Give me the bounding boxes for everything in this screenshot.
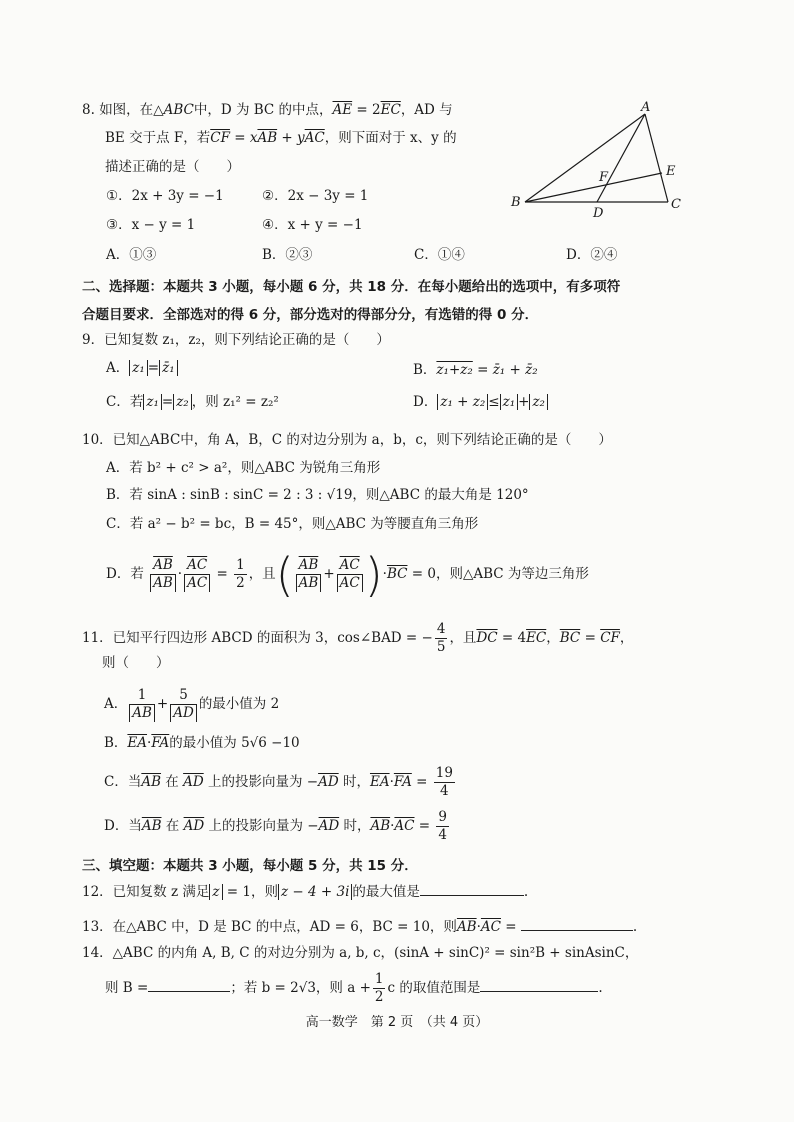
- frac-num: 19: [435, 765, 453, 781]
- answer-blank-q13[interactable]: [521, 916, 633, 931]
- abs-z1: z₁: [143, 394, 162, 410]
- conj-sum: z₁+z₂: [436, 362, 473, 378]
- fraction-9-4: [436, 809, 449, 844]
- q14-line1: 14．△ABC 的内角 A, B, C 的对边分别为 a, b, c，(sinA + sinC)² = sin²B + sinAsinC，: [82, 945, 639, 961]
- frac-num: 9: [438, 809, 448, 825]
- unit-vector-ac: [184, 557, 210, 592]
- vector-ab: $\overline{AB}$: [141, 818, 162, 834]
- q11-option-a: A． $\frac{1}{AB}$ + $\frac{5}{AD}$ 的最小值为 2: [104, 687, 280, 721]
- q12-text: = 1，则: [222, 884, 278, 900]
- q10-option-c: C．若 a² − b² = bc，B = 45°，则△ABC 为等腰直角三角形: [106, 516, 479, 532]
- frac-num: 5: [170, 687, 197, 705]
- abs-expr: z − 4 + 3i: [278, 884, 352, 900]
- q11-a-text: 的最小值为 2: [198, 696, 280, 712]
- q10-option-d: D．若 $\frac{\overline{AB}}{AB}$ · $\frac{\overline{AC}}{AC}$ = $\frac{1}{2}$ ，且( $\frac{\overline{AB}}{AB}$ + $\frac{\overline{AC}}{AC}$ )$\cdot\overline{BC} = 0$，则△ABC 为等边三角形: [106, 547, 589, 602]
- vector-ac: $\overline{AC}$: [480, 919, 501, 935]
- vector-fa: $\overline{FA}$: [393, 774, 412, 790]
- q8-choice-a: A．①③: [106, 247, 157, 263]
- period: .: [598, 980, 603, 996]
- dot: ·: [476, 919, 481, 935]
- q8-text: △ABC: [153, 102, 194, 118]
- frac-num: 4: [436, 621, 446, 637]
- q11-text: ，且: [449, 630, 477, 646]
- frac-den: AB: [129, 705, 155, 722]
- option-label: A．: [104, 696, 128, 712]
- option-label: D．若: [106, 566, 144, 582]
- frac-num: $\overline{AB}$: [150, 557, 176, 575]
- q9-b-rhs: = z̄₁ + z̄₂: [472, 362, 538, 378]
- vector-ad: $\overline{AD}$: [183, 774, 204, 790]
- frac-den: AD: [170, 705, 197, 722]
- q11-text: 上的投影向量为 −: [203, 774, 319, 790]
- option-label: C．若: [106, 394, 144, 410]
- section-2-heading-cont: 合题目要求．全部选对的得 6 分，部分选对的得部分分，有选错的得 0 分．: [82, 307, 539, 323]
- q13-text: =: [501, 919, 521, 935]
- vector-ad: $\overline{AD}$: [183, 818, 205, 834]
- q8-choice-c: C．①④: [414, 247, 465, 263]
- abs-z1: z₁: [500, 394, 519, 410]
- q8-number: 8.: [82, 102, 95, 118]
- label-f: F: [599, 170, 609, 185]
- abs-z2: z₂: [173, 394, 192, 410]
- vector-ea: $\overline{EA}$: [369, 774, 390, 790]
- q8-text: = x: [229, 130, 258, 146]
- q10-option-a: A．若 b² + c² > a²，则△ABC 为锐角三角形: [106, 460, 381, 476]
- q9-option-d: [413, 392, 548, 412]
- q11-b-text: 的最小值为 5√6 −10: [169, 735, 300, 751]
- period: .: [523, 884, 529, 900]
- eq: =: [147, 360, 160, 376]
- abs-z2: z₂: [529, 394, 548, 410]
- q13: [82, 916, 637, 937]
- vector-ae: $\overline{AE}$: [332, 102, 353, 118]
- q8-text: 中，D 为 BC 的中点，: [193, 102, 333, 118]
- frac-den: 4: [438, 827, 448, 843]
- vector-ad: $\overline{AD}$: [318, 774, 339, 790]
- q11-text: = 4: [497, 630, 527, 646]
- q11-text: 在: [161, 774, 184, 790]
- q8-line1: [82, 100, 453, 120]
- section-2-heading: 二、选择题：本题共 3 小题，每小题 6 分，共 18 分．在每小题给出的选项中，有多项符: [82, 279, 621, 295]
- frac-num: $\overline{AC}$: [337, 557, 363, 575]
- q8-option-1: ①．2x + 3y = −1: [106, 188, 224, 204]
- q8-choice-d: D．②④: [566, 247, 618, 263]
- frac-den: AC: [337, 575, 363, 592]
- q8-text: = 2: [352, 102, 381, 118]
- label-b: B: [511, 195, 521, 210]
- q11-text: ，: [619, 630, 634, 646]
- q8-line3: 描述正确的是（ ）: [105, 159, 240, 175]
- option-label: D．当: [104, 818, 142, 834]
- frac-den: AB: [150, 575, 176, 592]
- q9-c-rhs: ，则 z₁² = z₂²: [191, 394, 279, 410]
- vector-dc: $\overline{DC}$: [476, 630, 498, 646]
- fraction-19-4: [434, 765, 455, 800]
- frac-den: 2: [236, 575, 245, 591]
- vector-ac: $\overline{AC}$: [394, 818, 415, 834]
- answer-blank-q14-angle[interactable]: [148, 977, 230, 992]
- side-ac: [645, 114, 668, 202]
- label-e: E: [666, 164, 676, 179]
- q8-option-2: ②．2x − 3y = 1: [262, 188, 369, 204]
- frac-den: AB: [296, 575, 322, 592]
- vector-ac: $\overline{AC}$: [304, 130, 325, 146]
- right-paren: ): [364, 547, 383, 602]
- vector-ec: $\overline{EC}$: [380, 102, 401, 118]
- q11-option-b: B．$\overline{EA}\cdot\overline{FA}$的最小值为 5√6 −10: [104, 735, 300, 751]
- q8-choice-b: B．②③: [262, 247, 313, 263]
- q10-stem: 10．已知△ABC中，角 A，B，C 的对边分别为 a，b，c，则下列结论正确的是（ ）: [82, 432, 612, 448]
- vector-bc: $\overline{BC}$: [386, 566, 408, 582]
- frac-den: 4: [440, 783, 449, 799]
- frac-num: 1: [374, 971, 384, 987]
- vector-ab: $\overline{AB}$: [257, 130, 278, 146]
- q10-b-ratio: B．若 sinA : sinB : sinC = 2 : 3 : √19: [106, 487, 353, 503]
- unit-vector-ab: [150, 557, 176, 592]
- frac-den: 5: [436, 639, 446, 655]
- vector-ab: $\overline{AB}$: [456, 919, 477, 935]
- frac-num: 1: [236, 557, 245, 573]
- q14-text: ；若 b = 2√3，则 a +: [230, 980, 371, 996]
- label-c: C: [671, 197, 681, 212]
- q8-option-4: ④．x + y = −1: [262, 217, 363, 233]
- unit-vector-ac: [337, 557, 363, 592]
- q8-text: ，则下面对于 x、y 的: [324, 130, 457, 146]
- q12-text: 12．已知复数 z 满足: [82, 884, 210, 900]
- frac-num: 1: [129, 687, 155, 705]
- q10-d-and: ，且: [248, 566, 276, 582]
- q10-b-text: ，则△ABC 的最大角是 120°: [352, 487, 529, 503]
- option-label: B．: [413, 362, 437, 378]
- q11-stem: [82, 618, 633, 658]
- fraction-half: [373, 971, 386, 1006]
- q11-text: 11．已知平行四边形 ABCD 的面积为 3，cos∠BAD = −: [82, 630, 433, 646]
- vector-cf: $\overline{CF}$: [600, 630, 620, 646]
- answer-blank-q14-range[interactable]: [480, 977, 598, 992]
- le: ≤: [488, 394, 500, 410]
- q11-option-c: C．当$\overline{AB}$ 在 $\overline{AD}$ 上的投影向量为 $-\overline{AD}$ 时，$\overline{EA}\cdot\overline{FA}$ = $\frac{19}{4}$: [104, 765, 453, 799]
- left-paren: (: [275, 547, 294, 602]
- q11-text: 时，: [339, 818, 371, 834]
- fraction-5-over-ad: [170, 687, 197, 722]
- unit-vector-ab: [296, 557, 322, 592]
- fraction-four-fifths: [435, 621, 448, 656]
- frac-num: $\overline{AB}$: [296, 557, 322, 575]
- q8-text: BE 交于点 F，若: [105, 130, 211, 146]
- q12: [82, 881, 528, 902]
- label-d: D: [593, 206, 604, 221]
- label-a: A: [641, 100, 651, 115]
- q8-line2: [105, 128, 457, 148]
- eq: =: [216, 566, 228, 582]
- q9-option-c: [106, 392, 279, 412]
- vector-bc: $\overline{BC}$: [559, 630, 581, 646]
- q11-option-d: D．当$\overline{AB}$ 在 $\overline{AD}$ 上的投影向量为 $-\overline{AD}$ 时，$\overline{AB}\cdot\overline{AC}$ = $\frac{9}{4}$: [104, 809, 448, 843]
- q10-d-text: = 0，则△ABC 为等边三角形: [407, 566, 589, 582]
- q11-then: 则（ ）: [102, 655, 170, 671]
- q12-text: 的最大值是: [352, 884, 420, 900]
- abs-z: z: [209, 884, 222, 900]
- q11-text: 时，: [338, 774, 370, 790]
- abs-sum: z₁ + z₂: [437, 394, 488, 410]
- vector-ad: $\overline{AD}$: [318, 818, 340, 834]
- vector-ab: $\overline{AB}$: [141, 774, 162, 790]
- q8-option-3: ③．x − y = 1: [106, 217, 196, 233]
- vector-ec: $\overline{EC}$: [526, 630, 547, 646]
- q11-text: 在: [161, 818, 184, 834]
- q11-text: ，: [546, 630, 560, 646]
- q9-option-a: [106, 358, 178, 378]
- q9-option-b: [413, 360, 538, 380]
- option-label: C．当: [104, 774, 142, 790]
- eq: =: [161, 394, 174, 410]
- q10-option-b: [106, 485, 529, 505]
- q8-text: + y: [277, 130, 305, 146]
- vector-ab: $\overline{AB}$: [370, 818, 391, 834]
- plus: +: [518, 394, 530, 410]
- vector-cf: $\overline{CF}$: [210, 130, 230, 146]
- segment-ad: [597, 114, 645, 202]
- option-label: D．: [413, 394, 438, 410]
- q8-text: 如图，在: [99, 102, 154, 118]
- q8-text: ，AD 与: [400, 102, 453, 118]
- q14-line2: [105, 968, 603, 1008]
- section-3-heading: 三、填空题：本题共 3 小题，每小题 5 分，共 15 分．: [82, 858, 418, 874]
- q9-stem: 9．已知复数 z₁，z₂，则下列结论正确的是（ ）: [82, 332, 390, 348]
- frac-den: AC: [184, 575, 210, 592]
- q14-text: c 的取值范围是: [387, 980, 481, 996]
- vector-ea: $\overline{EA}$: [127, 735, 148, 751]
- frac-num: $\overline{AC}$: [184, 557, 210, 575]
- q13-text: 13．在△ABC 中，D 是 BC 的中点，AD = 6，BC = 10，则: [82, 919, 457, 935]
- q8-triangle-figure: [505, 100, 705, 225]
- q11-text: 上的投影向量为 −: [204, 818, 319, 834]
- option-label: B．: [104, 735, 128, 751]
- abs-z1: z₁: [129, 360, 148, 376]
- page-footer: 高一数学 第 2 页 （共 4 页）: [305, 1015, 489, 1030]
- period: .: [632, 919, 638, 935]
- q11-text: =: [580, 630, 601, 646]
- fraction-1-over-ab: [129, 687, 155, 722]
- option-label: A．: [106, 360, 130, 376]
- vector-fa: $\overline{FA}$: [151, 735, 170, 751]
- frac-den: 2: [374, 989, 384, 1005]
- abs-z1-conj: z̄₁: [159, 360, 178, 376]
- answer-blank-q12[interactable]: [420, 881, 524, 896]
- q14-text: 则 B =: [105, 980, 149, 996]
- fraction-half: [234, 557, 247, 592]
